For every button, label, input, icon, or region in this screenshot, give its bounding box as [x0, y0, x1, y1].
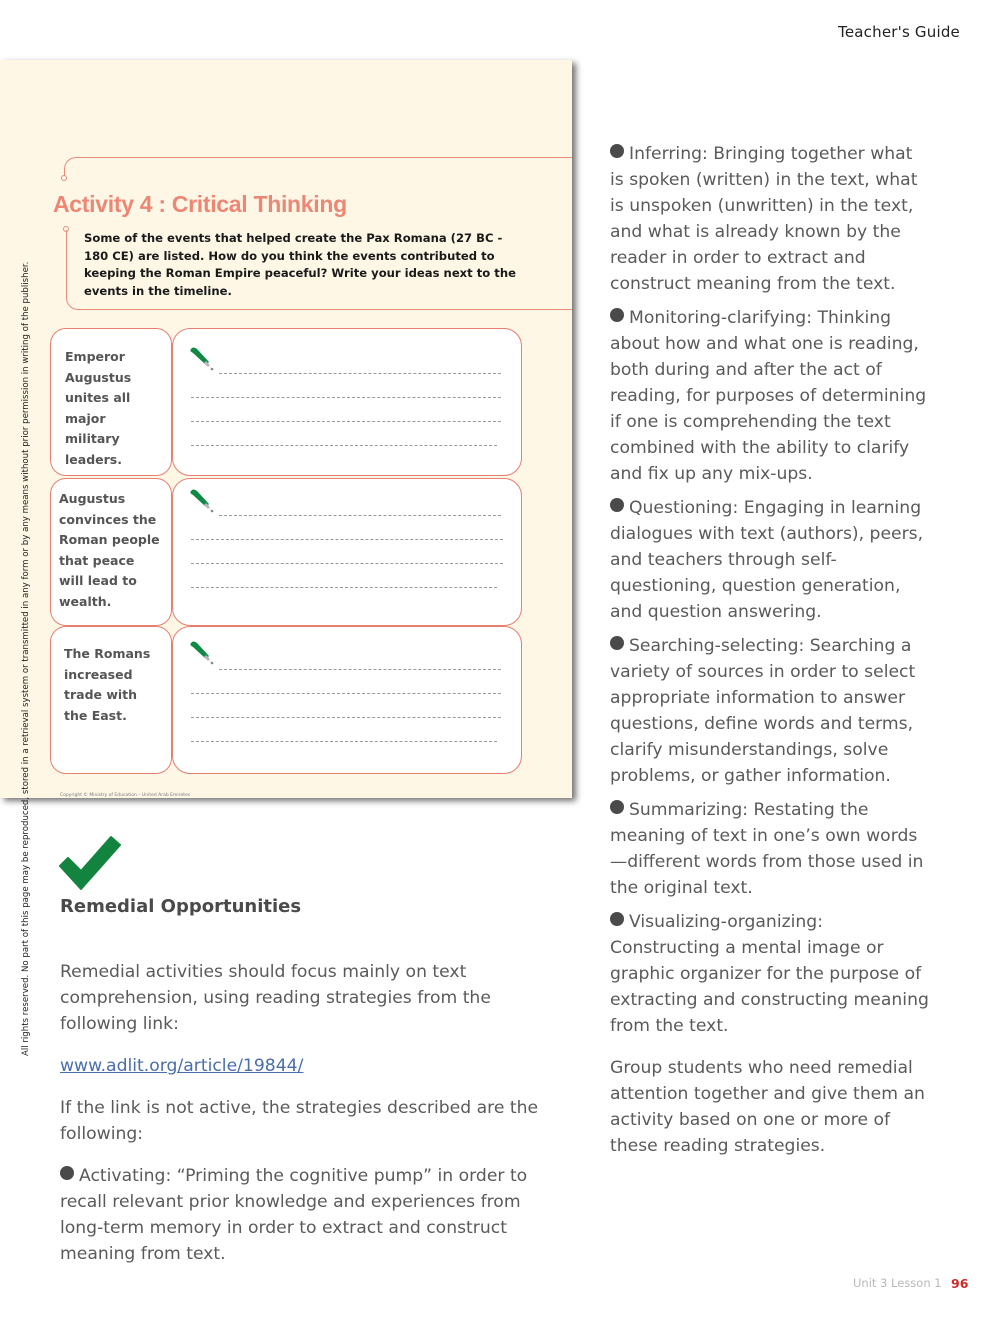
page-number: 96: [951, 1276, 969, 1291]
pen-icon: [189, 639, 221, 671]
remedial-intro: Remedial activities should focus mainly on text comprehension, using reading strategies from the following link:: [60, 962, 491, 1034]
strategy-inferring: Inferring: Bringing together what is spoken (written) in the text, what is unspoken (unwritten) in the text, and what is already known by the reader in order to extract and construct meaning from the text.: [610, 141, 930, 297]
adlit-link[interactable]: www.adlit.org/article/19844/: [60, 1056, 304, 1076]
answer-line: [219, 515, 501, 516]
remedial-title: Remedial Opportunities: [60, 896, 302, 917]
pen-icon: [189, 345, 221, 377]
answer-line: [219, 373, 501, 374]
activity-worksheet: [0, 60, 572, 798]
footer-lesson: Unit 3 Lesson 1: [853, 1276, 942, 1290]
worksheet-copyright: Copyright © Ministry of Education – United Arab Emirates: [60, 793, 191, 798]
answer-line: [191, 717, 501, 718]
strategy-visualizing: Visualizing-organizing: Constructing a mental image or graphic organizer for the purpose of extracting and constructing meaning from the text.: [610, 909, 930, 1039]
answer-line: [191, 741, 497, 742]
strategies-list: [610, 141, 930, 1167]
event-box: The Romans increased trade with the East.: [50, 626, 172, 774]
remedial-closing: Group students who need remedial attention together and give them an activity based on one or more of these reading strategies.: [610, 1058, 925, 1156]
answer-line: [191, 539, 503, 540]
answer-line: [191, 397, 501, 398]
checkmark-icon: [58, 833, 122, 891]
answer-line: [191, 421, 501, 422]
strategy-monitoring: Monitoring-clarifying: Thinking about how and what one is reading, both during and after the act of reading, for purposes of determining if one is comprehending the text combined with the ability to clarify and fix up any mix-ups.: [610, 305, 930, 487]
frame-decoration-top: [64, 157, 572, 179]
rights-notice: All rights reserved. No part of this page may be reproduced, stored in a retrieval system or transmitted in any form or by any means without prior permission in writing of the publisher.: [21, 261, 31, 1056]
strategy-questioning: Questioning: Engaging in learning dialogues with text (authors), peers, and teachers through self-questioning, question generation, and question answering.: [610, 495, 930, 625]
timeline-row: [50, 328, 522, 476]
answer-box[interactable]: [172, 328, 522, 476]
event-box: Augustus convinces the Roman people that peace will lead to wealth.: [50, 478, 172, 626]
fallback-intro: If the link is not active, the strategies described are the following:: [60, 1098, 539, 1144]
answer-line: [191, 563, 503, 564]
timeline-row: [50, 626, 522, 774]
activity-title: Activity 4 : Critical Thinking: [53, 191, 347, 217]
activity-instructions: Some of the events that helped create the Pax Romana (27 BC - 180 CE) are listed. How do you think the events contributed to keeping the Roman Empire peaceful? Write your ideas next to the events in the timeline.: [84, 231, 516, 298]
strategy-summarizing: Summarizing: Restating the meaning of text in one’s own words—different words from those used in the original text.: [610, 797, 930, 901]
frame-dot: [61, 175, 67, 181]
answer-line: [219, 669, 501, 670]
answer-line: [191, 693, 501, 694]
guide-header-label: Teacher's Guide: [838, 23, 960, 41]
answer-box[interactable]: [172, 478, 522, 626]
timeline-row: [50, 478, 522, 626]
answer-line: [191, 445, 497, 446]
answer-line: [191, 587, 497, 588]
event-box: Emperor Augustus unites all major military leaders.: [50, 328, 172, 476]
strategy-activating: Activating: “Priming the cognitive pump” in order to recall relevant prior knowledge and experiences from long-term memory in order to extract and construct meaning from text.: [60, 1163, 540, 1267]
answer-box[interactable]: [172, 626, 522, 774]
strategy-searching: Searching-selecting: Searching a variety of sources in order to select appropriate information to answer questions, define words and terms, clarify misunderstandings, solve problems, or gather information.: [610, 633, 930, 789]
pen-icon: [189, 487, 221, 519]
